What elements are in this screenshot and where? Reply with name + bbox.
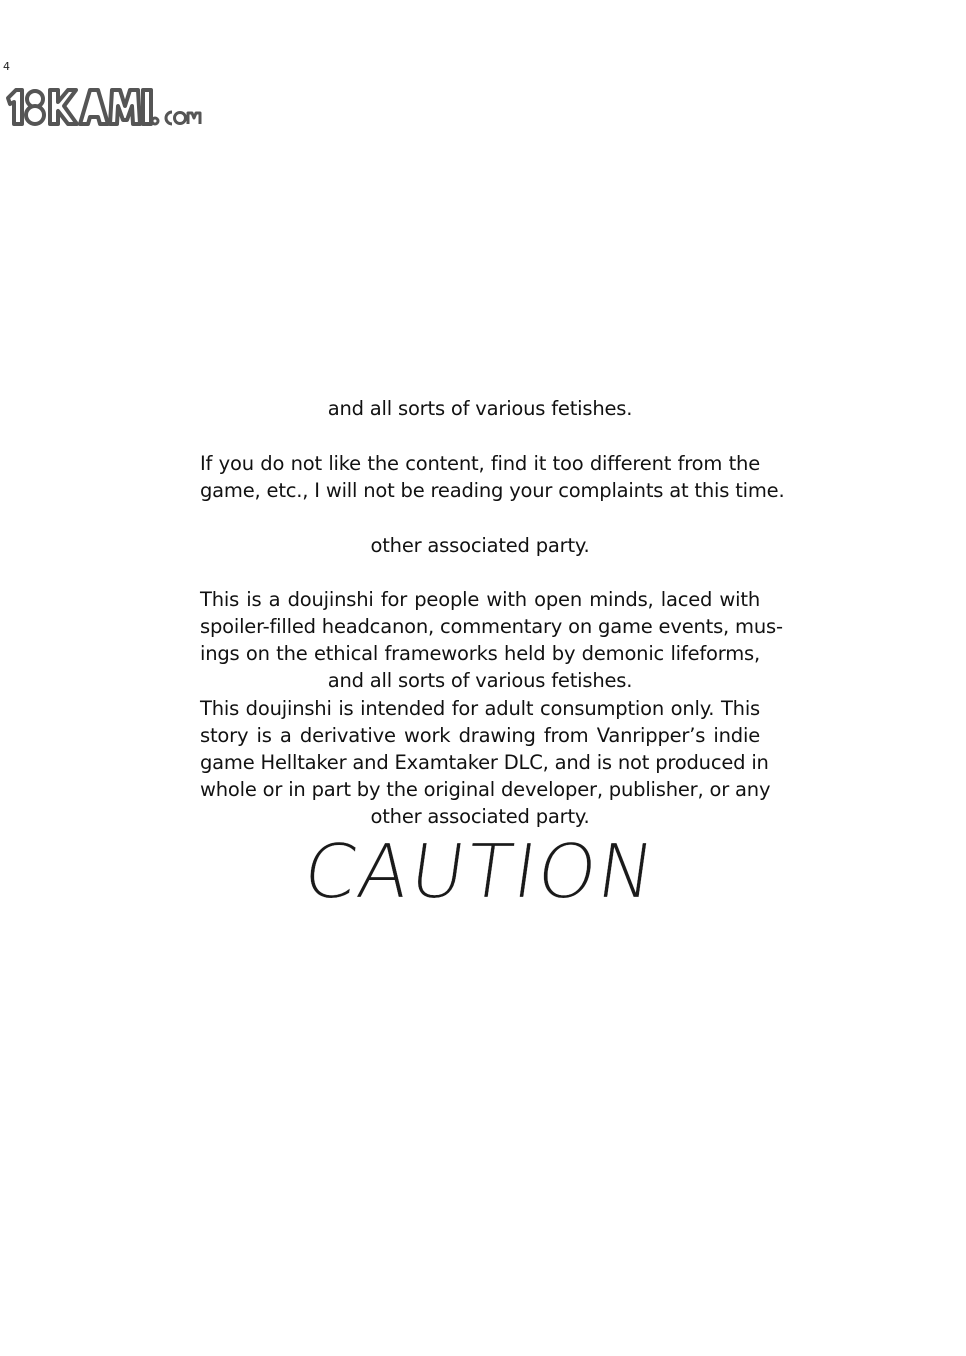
open-minds-line-3: ings on the ethical frameworks held by demonic lifeforms, [200, 642, 760, 665]
fragment-party-text: other associated party. [370, 534, 590, 557]
complaints-line-1: If you do not like the content, find it too different from the [200, 452, 760, 475]
open-minds-block [190, 586, 783, 692]
open-minds-paragraph [200, 586, 783, 694]
caution-heading: CAUTION [298, 829, 662, 915]
fragment-fetishes-text: and all sorts of various fetishes. [327, 397, 633, 420]
complaints-line-2: game, etc., I will not be reading your complaints at this time. [200, 479, 785, 502]
adult-line-3: game Helltaker and Examtaker DLC, and is not produced in [200, 751, 769, 774]
complaints-paragraph [200, 450, 785, 504]
adult-line-4: whole or in part by the original developer, publisher, or any [200, 778, 771, 801]
adult-paragraph [200, 695, 771, 830]
adult-line-1: This doujinshi is intended for adult consumption only. This [200, 697, 760, 720]
fragment-party [190, 536, 770, 556]
adult-line-2: story is a derivative work drawing from Vanripper’s indie [200, 724, 760, 747]
open-minds-line-2: spoiler-filled headcanon, commentary on game events, mus- [200, 615, 783, 638]
watermark-logo [2, 84, 202, 134]
adult-line-5: other associated party. [370, 805, 590, 828]
open-minds-line-1: This is a doujinshi for people with open minds, laced with [200, 588, 760, 611]
fragment-fetishes [190, 397, 770, 420]
open-minds-line-4: and all sorts of various fetishes. [327, 669, 633, 692]
page-number: 4 [3, 60, 10, 73]
adult-block [190, 695, 771, 828]
